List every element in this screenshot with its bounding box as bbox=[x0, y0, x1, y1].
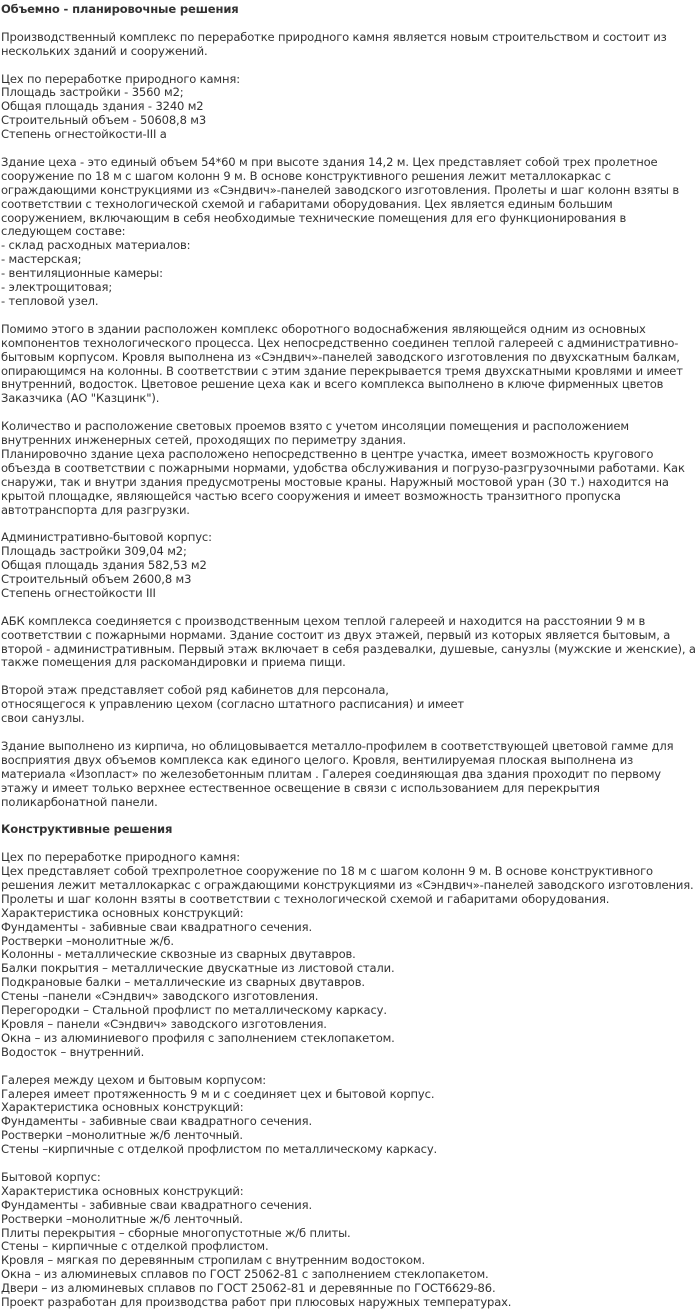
text-line: Строительный объем - 50608,8 м3 bbox=[1, 113, 207, 128]
text-line: Цех представляет собой трехпролетное сооружение по 18 м с шагом колонн 9 м. В основе конструктивного решения лежит металлокаркас с ограждающими конструкциями из «Сэндвич»-панелей заводского изготовления. Пролеты и шаг колонн взяты в соответствии с технологической схемой и габаритами оборудования. bbox=[1, 864, 694, 906]
text-line: относящегося к управлению цехом (согласно штатного расписания) и имеет bbox=[1, 697, 465, 712]
text-line: Балки покрытия – металлические двускатные из листовой стали. bbox=[1, 961, 395, 976]
paragraph bbox=[1, 73, 700, 143]
text-line: Цех по переработке природного камня: bbox=[1, 850, 240, 865]
text-line: Водосток – внутренний. bbox=[1, 1044, 145, 1059]
text-line: - вентиляционные камеры: bbox=[1, 266, 163, 281]
text-line: Общая площадь здания 582,53 м2 bbox=[1, 558, 207, 573]
text-line: - склад расходных материалов: bbox=[1, 238, 191, 253]
text-line: - тепловой узел. bbox=[1, 293, 99, 308]
text-line: АБК комплекса соединяется с производственным цехом теплой галереей и находится на расстоянии 9 м в соответствии с пожарными нормами. Здание состоит из двух этажей, первый из которых является бытовым, а второй - административным. Первый этаж включает в себя раздевалки, душевые, санузлы (мужские и женские), а также помещения для раскомандировки и приема пищи. bbox=[1, 613, 696, 670]
text-line: Помимо этого в здании расположен комплекс оборотного водоснабжения являющейся одним из основных компонентов технологического процесса. Цех непосредственно соединен теплой галереей с административно-бытовым корпусом. Кровля выполнена из «Сэндвич»-панелей заводского изготовления по двухскатным балкам, опирающимся на колонны. В соответствии с этим здание перекрывается тремя двухскатными кровлями и имеет внутренний, водосток. Цветовое решение цеха как и всего комплекса выполнено в ключе фирменных цветов Заказчика (АО "Казцинк"). bbox=[1, 321, 683, 406]
text-line: Фундаменты - забивные сваи квадратного сечения. bbox=[1, 1114, 312, 1129]
text-line: Плиты перекрытия – сборные многопустотные ж/б плиты. bbox=[1, 1225, 351, 1240]
text-line: Кровля – мягкая по деревянным стропилам с внутренним водостоком. bbox=[1, 1253, 425, 1268]
text-line: Проект разработан для производства работ при плюсовых наружных температурах. bbox=[1, 1295, 512, 1310]
text-line: Степень огнестойкости-III а bbox=[1, 127, 167, 142]
text-line: Фундаменты - забивные сваи квадратного сечения. bbox=[1, 919, 312, 934]
text-line: Количество и расположение световых проемов взято с учетом инсоляции помещения и расположением внутренних инженерных сетей, проходящих по периметру здания. bbox=[1, 419, 629, 448]
text-line: Окна – из алюминиевого профиля с заполнением стеклопакетом. bbox=[1, 1030, 395, 1045]
paragraph bbox=[1, 420, 700, 517]
text-line: Площадь застройки - 3560 м2; bbox=[1, 85, 184, 100]
section-heading: Конструктивные решения bbox=[1, 822, 173, 837]
text-line: - мастерская; bbox=[1, 252, 82, 267]
text-line: Административно-бытовой корпус: bbox=[1, 530, 212, 545]
paragraph bbox=[1, 1171, 700, 1310]
paragraph bbox=[1, 531, 700, 601]
text-line: Фундаменты - забивные сваи квадратного сечения. bbox=[1, 1197, 312, 1212]
paragraph bbox=[1, 851, 700, 1060]
text-line: Подкрановые балки – металлические из сварных двутавров. bbox=[1, 975, 365, 990]
text-line: Производственный комплекс по переработке природного камня является новым строительством и состоит из нескольких зданий и сооружений. bbox=[1, 29, 667, 58]
text-line: Строительный объем 2600,8 м3 bbox=[1, 572, 192, 587]
text-line: Здание выполнено из кирпича, но облицовывается металло-профилем в соответствующей цветовой гамме для восприятия двух объемов комплекса как единого целого. Кровля, вентилируемая плоская выполнена из материала «Изопласт» по железобетонным плитам . Галерея соединяющая два здания проходит по первому этажу и имеет только верхнее естественное освещение в связи с использованием для перекрытия поликарбонатной панели. bbox=[1, 738, 674, 809]
text-line: Кровля – панели «Сэндвич» заводского изготовления. bbox=[1, 1016, 327, 1031]
text-line: Характеристика основных конструкций: bbox=[1, 1183, 244, 1198]
text-line: Ростверки –монолитные ж/б ленточный. bbox=[1, 1211, 243, 1226]
text-line: Галерея имеет протяженность 9 м и с соединяет цех и бытовой корпус. bbox=[1, 1086, 435, 1101]
text-line: Второй этаж представляет собой ряд кабинетов для персонала, bbox=[1, 683, 389, 698]
text-line: Характеристика основных конструкций: bbox=[1, 1100, 244, 1115]
text-line: свои санузлы. bbox=[1, 711, 85, 726]
text-line: Площадь застройки 309,04 м2; bbox=[1, 544, 187, 559]
paragraph bbox=[1, 323, 700, 406]
paragraph bbox=[1, 740, 700, 810]
paragraph bbox=[1, 684, 700, 726]
text-line: Стены –кирпичные с отделкой профлистом по металлическому каркасу. bbox=[1, 1142, 438, 1157]
text-line: Здание цеха - это единый объем 54*60 м при высоте здания 14,2 м. Цех представляет собой трех пролетное сооружение по 18 м с шагом колонн 9 м. В основе конструктивного решения лежит металлокаркас с ограждающими конструкциями из «Сэндвич»-панелей заводского изготовления. Пролеты и шаг колонн взяты в соответствии с технологической схемой и габаритами оборудования. Цех является единым большим сооружением, включающим в себя необходимые технические помещения для его функционирования в следующем составе: bbox=[1, 154, 679, 239]
paragraph bbox=[1, 156, 700, 309]
text-line: Перегородки – Стальной профлист по металлическому каркасу. bbox=[1, 1003, 387, 1018]
text-line: Степень огнестойкости III bbox=[1, 585, 156, 600]
text-line: Колонны - металлические сквозные из сварных двутавров. bbox=[1, 947, 356, 962]
text-line: Общая площадь здания - 3240 м2 bbox=[1, 99, 204, 114]
paragraph bbox=[1, 1074, 700, 1157]
section-heading: Объемно - планировочные решения bbox=[1, 2, 239, 16]
text-line: Двери – из алюминевых сплавов по ГОСТ 25062-81 и деревянные по ГОСТ6629-86. bbox=[1, 1281, 496, 1296]
paragraph bbox=[1, 615, 700, 671]
text-line: Ростверки –монолитные ж/б ленточный. bbox=[1, 1128, 243, 1143]
text-line: Стены –панели «Сэндвич» заводского изготовления. bbox=[1, 989, 319, 1004]
text-line: Стены – кирпичные с отделкой профлистом. bbox=[1, 1239, 269, 1254]
text-line: Бытовой корпус: bbox=[1, 1169, 101, 1184]
text-line: - электрощитовая; bbox=[1, 280, 113, 295]
text-line: Ростверки –монолитные ж/б. bbox=[1, 933, 174, 948]
text-line: Цех по переработке природного камня: bbox=[1, 71, 240, 86]
text-line: Окна – из алюминевых сплавов по ГОСТ 25062-81 с заполнением стеклопакетом. bbox=[1, 1267, 489, 1282]
text-line: Планировочно здание цеха расположено непосредственно в центре участка, имеет возможность кругового объезда в соответствии с пожарными нормами, удобства обслуживания и погрузо-разгрузочными работами. Как снаружи, так и внутри здания предусмотрены мостовые краны. Наружный мостовой уран (30 т.) находится на крытой площадке, являющейся частью всего сооружения и имеет возможность транзитного пропуска автотранспорта для разгрузки. bbox=[1, 446, 685, 517]
text-line: Характеристика основных конструкций: bbox=[1, 905, 244, 920]
text-line: Галерея между цехом и бытовым корпусом: bbox=[1, 1072, 267, 1087]
paragraph bbox=[1, 31, 700, 59]
